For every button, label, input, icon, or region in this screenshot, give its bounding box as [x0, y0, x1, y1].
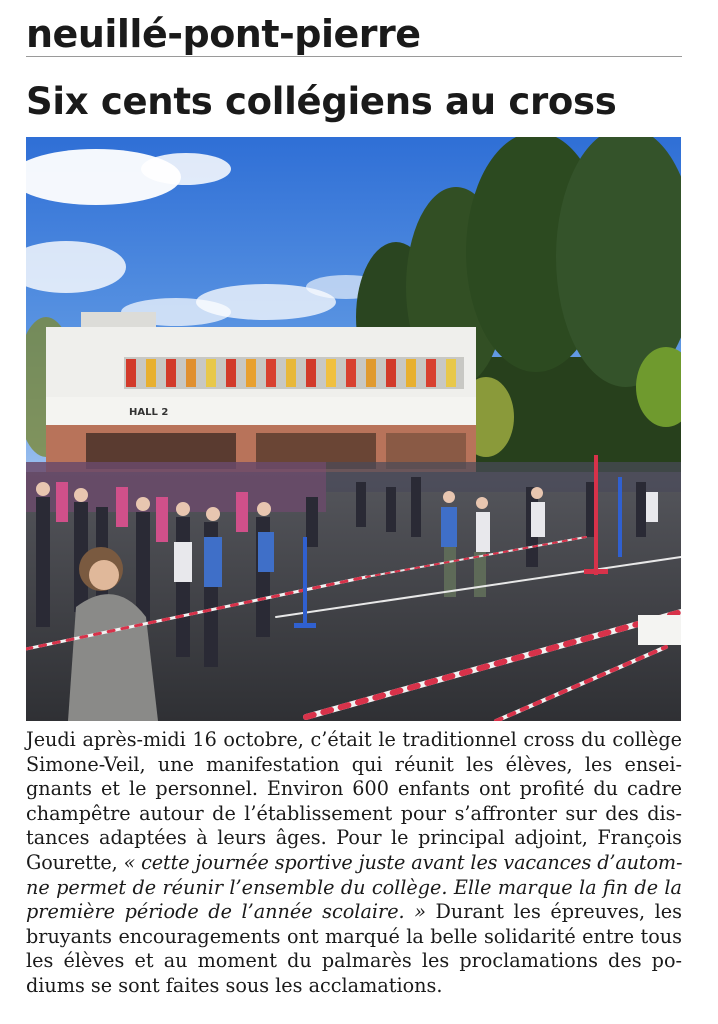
body-line-6	[26, 851, 682, 876]
body-line-5	[26, 826, 682, 851]
body-text: les élèves et au moment du palmarès les proclamations des po-	[26, 949, 682, 973]
section-header	[26, 10, 682, 57]
body-text: Durant les épreuves, les	[425, 900, 682, 924]
body-line-4	[26, 802, 682, 827]
body-line-2	[26, 753, 682, 778]
body-text: bruyants encouragements ont marqué la belle solidarité entre tous	[26, 924, 682, 948]
article-headline: Six cents collégiens au cross	[26, 80, 617, 123]
photo-illustration	[26, 137, 681, 721]
article-photo	[26, 137, 681, 721]
building-sign: HALL 2	[129, 407, 169, 418]
body-line-9	[26, 925, 682, 950]
body-line-11	[26, 974, 682, 999]
body-text: Jeudi après-midi 16 octobre, c’était le traditionnel cross du collège	[26, 728, 682, 751]
body-line-7	[26, 876, 682, 901]
body-text: tances adaptées à leurs âges. Pour le principal adjoint, François	[26, 826, 682, 850]
school-building	[46, 312, 476, 475]
quote-text: « cette journée sportive juste avant les vacances d’autom-	[123, 850, 683, 874]
body-line-8	[26, 900, 682, 925]
body-line-10	[26, 949, 682, 974]
body-text: champêtre autour de l’établissement pour s’affronter sur des dis-	[26, 801, 682, 825]
body-line-1	[26, 728, 682, 753]
body-text: diums se sont faites sous les acclamations.	[26, 973, 443, 997]
article-body	[26, 728, 682, 999]
body-line-3	[26, 777, 682, 802]
section-title: neuillé-pont-pierre	[26, 12, 421, 56]
body-text: Simone-Veil, une manifestation qui réunit les élèves, les ensei-	[26, 752, 682, 776]
quote-text: ne permet de réunir l’ensemble du collège. Elle marque la fin de la	[26, 875, 682, 899]
quote-text: première période de l’année scolaire. »	[26, 900, 426, 924]
body-text: gnants et le personnel. Environ 600 enfants ont profité du cadre	[26, 777, 682, 801]
body-text: Gourette,	[26, 850, 124, 874]
